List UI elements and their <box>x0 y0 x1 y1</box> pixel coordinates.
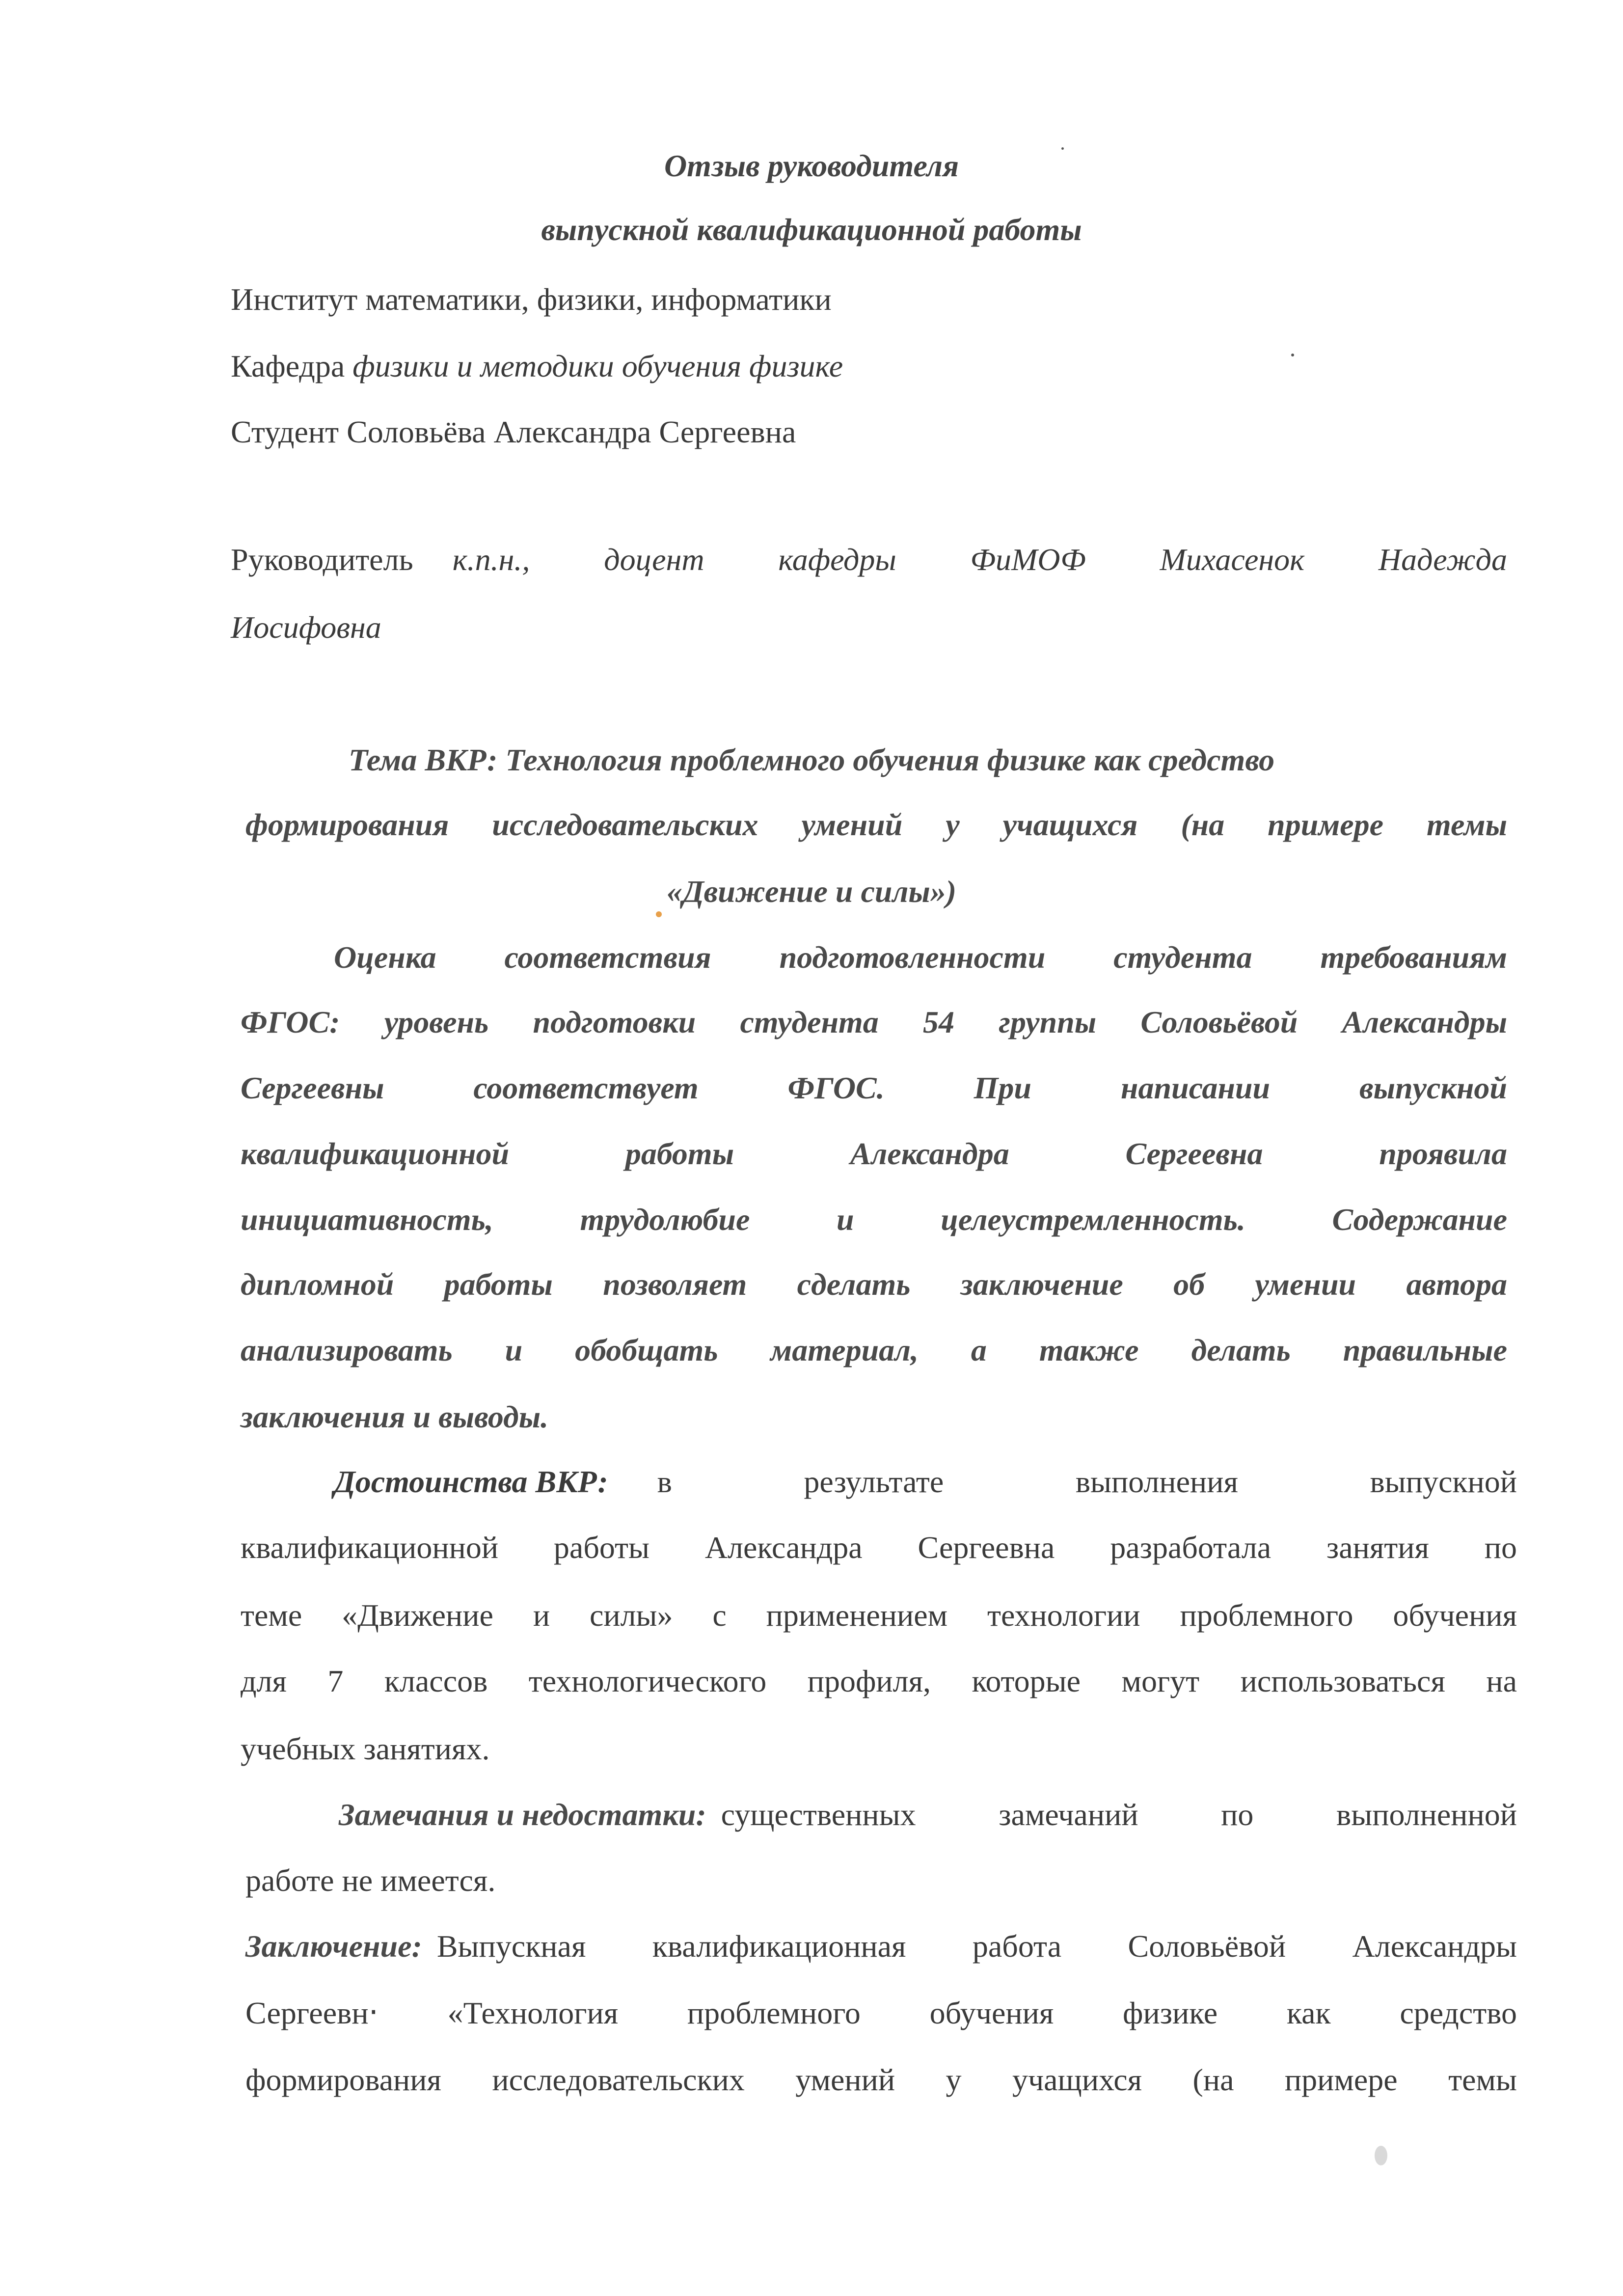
assessment-line1 <box>334 938 1507 977</box>
merits-line3 <box>241 1596 1517 1635</box>
assessment-line4 <box>241 1134 1507 1174</box>
conclusion-line3 <box>245 2060 1517 2100</box>
department-value: физики и методики обучения физике <box>352 349 843 383</box>
assessment-line3 <box>241 1068 1507 1108</box>
merits-line2-text: квалификационной работы Александра Сергеевна разработала занятия по <box>241 1530 1517 1565</box>
assessment-line6-text: дипломной работы позволяет сделать заключение об умении автора <box>241 1267 1507 1302</box>
assessment-line5-text: инициативность, трудолюбие и целеустремленность. Содержание <box>241 1202 1507 1237</box>
scan-speck-dot-2 <box>1061 147 1064 150</box>
assessment-line3-text: Сергеевны соответствует ФГОС. При написании выпускной <box>241 1070 1507 1105</box>
scan-speck-orange <box>656 911 662 917</box>
conclusion-line1-text: Выпускная квалификационная работа Соловьёвой Александры <box>436 1929 1517 1964</box>
department-line <box>231 347 843 386</box>
merits-line5: учебных занятиях. <box>241 1731 490 1766</box>
merits-heading: Достоинства ВКР: <box>334 1464 608 1499</box>
scan-smudge <box>1375 2146 1387 2165</box>
document-title-line1: Отзыв руководителя <box>664 148 959 183</box>
document-title-line2: выпускной квалификационной работы <box>541 212 1082 247</box>
supervisor-line <box>231 540 1507 579</box>
merits-line4-text: для 7 классов технологического профиля, которые могут использоваться на <box>241 1664 1517 1698</box>
merits-line2 <box>241 1528 1517 1567</box>
student-label: Студент <box>231 414 339 449</box>
supervisor-value-line2: Иосифовна <box>231 610 381 645</box>
assessment-line4-text: квалификационной работы Александра Сергеевна проявила <box>241 1136 1507 1171</box>
merits-line3-text: теме «Движение и силы» с применением технологии проблемного обучения <box>241 1598 1517 1633</box>
topic-line2-text: формирования исследовательских умений у учащихся (на примере темы <box>245 807 1507 842</box>
assessment-line7 <box>241 1331 1507 1370</box>
topic-line1: Тема ВКР: Технология проблемного обучения физике как средство <box>348 742 1275 777</box>
merits-line1 <box>334 1462 1517 1502</box>
student-name: Соловьёва Александра Сергеевна <box>347 414 796 449</box>
assessment-line7-text: анализировать и обобщать материал, а также делать правильные <box>241 1333 1507 1367</box>
assessment-line8: заключения и выводы. <box>241 1399 549 1434</box>
supervisor-label: Руководитель <box>231 542 413 577</box>
assessment-line2 <box>241 1003 1507 1042</box>
merits-line4 <box>241 1662 1517 1701</box>
conclusion-line2 <box>245 1994 1517 2033</box>
conclusion-line3-text: формирования исследовательских умений у учащихся (на примере темы <box>245 2062 1517 2097</box>
conclusion-line2-text: Сергеевн‧ «Технология проблемного обучения физике как средство <box>245 1995 1517 2030</box>
student-line <box>231 412 796 452</box>
remarks-heading: Замечания и недостатки: <box>339 1797 706 1832</box>
department-label: Кафедра <box>231 349 345 383</box>
conclusion-heading: Заключение: <box>245 1929 422 1964</box>
assessment-line1-text: Оценка соответствия подготовленности студента требованиям <box>334 940 1507 975</box>
topic-line2 <box>245 805 1507 845</box>
assessment-line2-text: ФГОС: уровень подготовки студента 54 группы Соловьёвой Александры <box>241 1005 1507 1039</box>
topic-line3: «Движение и силы») <box>666 874 957 909</box>
assessment-line5 <box>241 1200 1507 1239</box>
merits-line1-text: в результате выполнения выпускной <box>657 1464 1517 1499</box>
conclusion-line1 <box>245 1927 1517 1966</box>
remarks-line1-text: существенных замечаний по выполненной <box>721 1797 1517 1832</box>
assessment-line6 <box>241 1265 1507 1304</box>
remarks-line2: работе не имеется. <box>245 1863 496 1898</box>
remarks-line1 <box>339 1795 1517 1834</box>
supervisor-value: к.п.н., доцент кафедры ФиМОФ Михасенок Надежда <box>452 542 1507 577</box>
scan-speck-dot <box>1291 354 1294 356</box>
institute-line: Институт математики, физики, информатики <box>231 282 832 317</box>
